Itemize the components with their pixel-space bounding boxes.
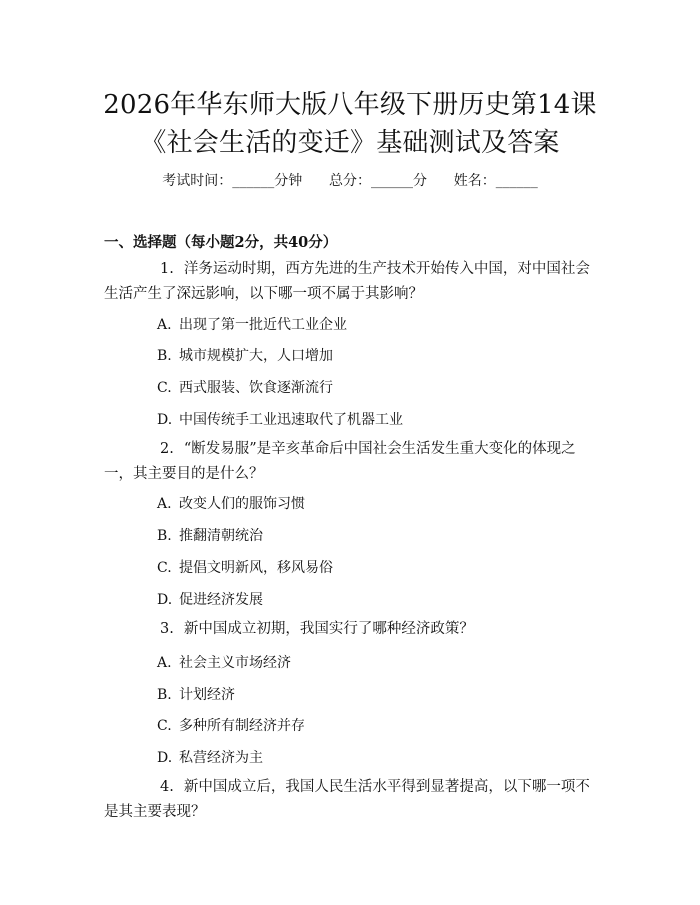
option-text: 计划经济 (179, 687, 235, 703)
option-1b (157, 345, 333, 365)
option-letter: B. (157, 348, 172, 364)
question-1 (104, 257, 604, 307)
option-3a (157, 652, 291, 672)
option-2c (157, 557, 333, 577)
document-title-line-2: 《社会生活的变迁》基础测试及答案 (140, 128, 560, 158)
question-number: 4. (160, 779, 174, 795)
section-heading: 一、选择题（每小题2分，共40分） (104, 234, 338, 251)
question-text: 新中国成立初期，我国实行了哪种经济政策？ (183, 621, 474, 637)
option-text: 提倡文明新风，移风易俗 (179, 560, 333, 576)
exam-info-line: 考试时间：______分钟 总分：______分 姓名：______ (162, 173, 538, 189)
option-letter: D. (157, 412, 173, 428)
option-2b (157, 525, 263, 545)
option-letter: C. (157, 380, 172, 396)
option-letter: D. (157, 750, 173, 766)
option-text: 私营经济为主 (179, 750, 263, 766)
option-text: 多种所有制经济并存 (179, 718, 305, 734)
question-2 (104, 437, 604, 487)
option-text: 促进经济发展 (179, 592, 263, 608)
option-2d (157, 589, 263, 609)
option-text: 西式服装、饮食逐渐流行 (179, 380, 333, 396)
option-text: 中国传统手工业迅速取代了机器工业 (179, 412, 403, 428)
question-text: “断发易服”是辛亥革命后中国社会生活发生重大变化的体现之一，其主要目的是什么？ (104, 441, 576, 482)
option-letter: C. (157, 718, 172, 734)
question-text: 新中国成立后，我国人民生活水平得到显著提高，以下哪一项不是其主要表现？ (104, 779, 590, 820)
option-1a (157, 314, 347, 334)
option-3d (157, 747, 263, 767)
option-letter: D. (157, 592, 173, 608)
option-text: 社会主义市场经济 (179, 655, 291, 671)
question-number: 2. (160, 441, 174, 457)
option-text: 出现了第一批近代工业企业 (179, 317, 347, 333)
question-3 (104, 617, 604, 642)
option-letter: C. (157, 560, 172, 576)
document-title-line-1: 2026年华东师大版八年级下册历史第14课 (103, 90, 597, 120)
option-text: 城市规模扩大，人口增加 (179, 348, 333, 364)
question-4 (104, 775, 604, 825)
option-letter: A. (157, 317, 172, 333)
question-number: 3. (160, 621, 174, 637)
option-3c (157, 715, 305, 735)
option-text: 推翻清朝统治 (179, 528, 263, 544)
question-text: 洋务运动时期，西方先进的生产技术开始传入中国，对中国社会生活产生了深远影响，以下哪一项不属于其影响？ (104, 261, 590, 302)
option-letter: A. (157, 496, 172, 512)
option-letter: A. (157, 655, 172, 671)
option-text: 改变人们的服饰习惯 (179, 496, 305, 512)
option-1c (157, 377, 333, 397)
option-3b (157, 684, 235, 704)
option-letter: B. (157, 528, 172, 544)
option-2a (157, 493, 305, 513)
option-letter: B. (157, 687, 172, 703)
question-number: 1. (160, 261, 174, 277)
option-1d (157, 409, 403, 429)
